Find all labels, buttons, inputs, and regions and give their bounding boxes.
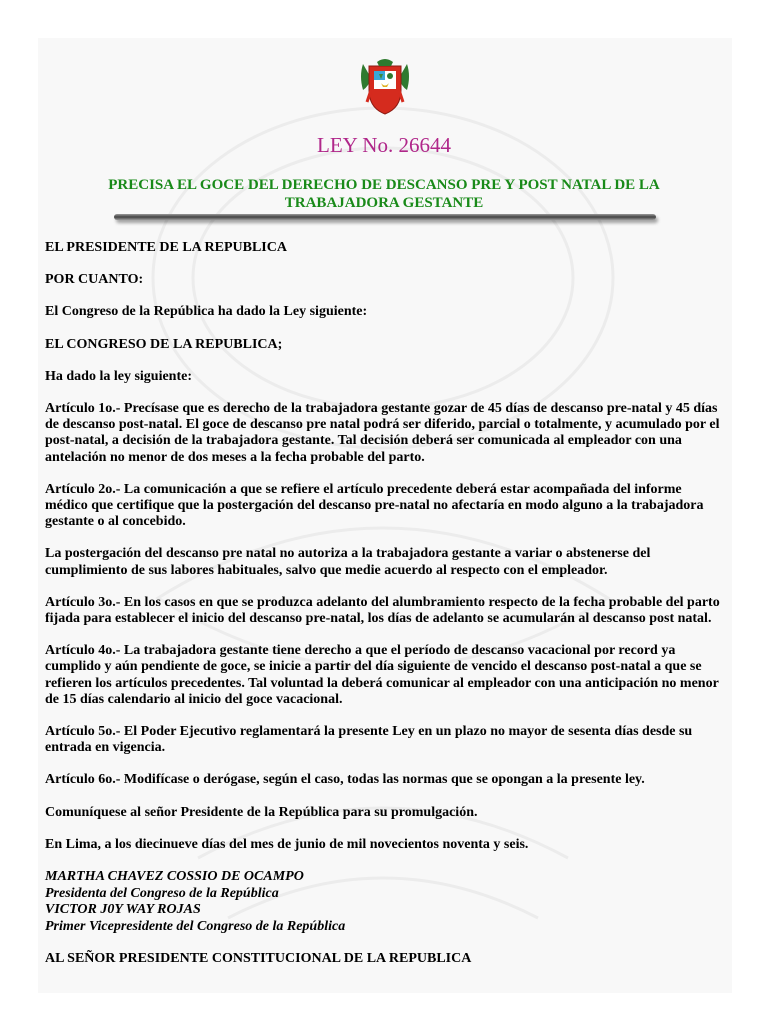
heading-por-cuanto: POR CUANTO:	[45, 272, 144, 288]
signatory-name-1: MARTHA CHAVEZ COSSIO DE OCAMPO	[45, 869, 304, 885]
article-4: Artículo 4o.- La trabajadora gestante tiene derecho a que el período de descanso vacacional por record ya cumplido y aún pendiente de goce, se inicie a partir del día siguiente de vencido el descanso post-natal a que se refieren los artículos precedentes. Tal voluntad la deberá comunicar al empleador con una anticipación no menor de 15 días calendario al inicio del goce vacacional.	[45, 643, 719, 707]
article-3: Artículo 3o.- En los casos en que se produzca adelanto del alumbramiento respecto de la fecha probable del parto fijada para establecer el inicio del descanso pre-natal, los días de adelanto se acumularán al descanso post natal.	[45, 594, 720, 627]
article-6: Artículo 6o.- Modifícase o derógase, según el caso, todas las normas que se opongan a la presente ley.	[45, 772, 645, 788]
article-5: Artículo 5o.- El Poder Ejecutivo reglamentará la presente Ley en un plazo no mayor de sesenta días desde su entrada en vigencia.	[45, 724, 693, 756]
article-1: Artículo 1o.- Precísase que es derecho de la trabajadora gestante gozar de 45 días de descanso pre-natal y 45 días de descanso post-natal. El goce de descanso pre natal podrá ser diferido, parcial o totalmente, y acumulado por el post-natal, a decisión de la trabajadora gestante. Tal decisión deberá ser comunicada al empleador con una antelación no menor de dos meses a la fecha probable del parto.	[45, 401, 720, 465]
paragraph-congreso-ley: El Congreso de la República ha dado la Ley siguiente:	[45, 304, 368, 320]
title-divider	[114, 214, 656, 220]
signatory-title-1: Presidenta del Congreso de la República	[45, 885, 279, 901]
article-2: Artículo 2o.- La comunicación a que se refiere el artículo precedente deberá estar acompañada del informe médico que certifique que la postergación del descanso pre-natal no afectaría en modo alguno a la trabajadora gestante o al concebido.	[45, 481, 704, 530]
heading-presidente: EL PRESIDENTE DE LA REPUBLICA	[45, 240, 287, 255]
heading-congreso: EL CONGRESO DE LA REPUBLICA;	[45, 336, 283, 352]
signature-block	[45, 869, 725, 935]
law-subtitle: PRECISA EL GOCE DEL DERECHO DE DESCANSO PRE Y POST NATAL DE LA TRABAJADORA GESTANTE	[108, 177, 660, 211]
paragraph-ha-dado: Ha dado la ley siguiente:	[45, 368, 193, 384]
paragraph-lima: En Lima, a los diecinueve días del mes de junio de mil novecientos noventa y seis.	[45, 836, 529, 852]
closing-address: AL SEÑOR PRESIDENTE CONSTITUCIONAL DE LA REPUBLICA	[45, 951, 472, 967]
paragraph-comuniquese: Comuníquese al señor Presidente de la República para su promulgación.	[45, 804, 478, 820]
peru-coat-of-arms-icon	[357, 56, 413, 116]
article-2-paragraph-2: La postergación del descanso pre natal no autoriza a la trabajadora gestante a variar o abstenerse del cumplimiento de sus labores habituales, salvo que medie acuerdo al respecto con el empleador.	[45, 546, 651, 578]
law-title: LEY No. 26644	[317, 133, 451, 157]
signatory-title-2: Primer Vicepresidente del Congreso de la República	[45, 918, 346, 934]
law-body	[45, 240, 725, 983]
signatory-name-2: VICTOR J0Y WAY ROJAS	[45, 902, 201, 918]
